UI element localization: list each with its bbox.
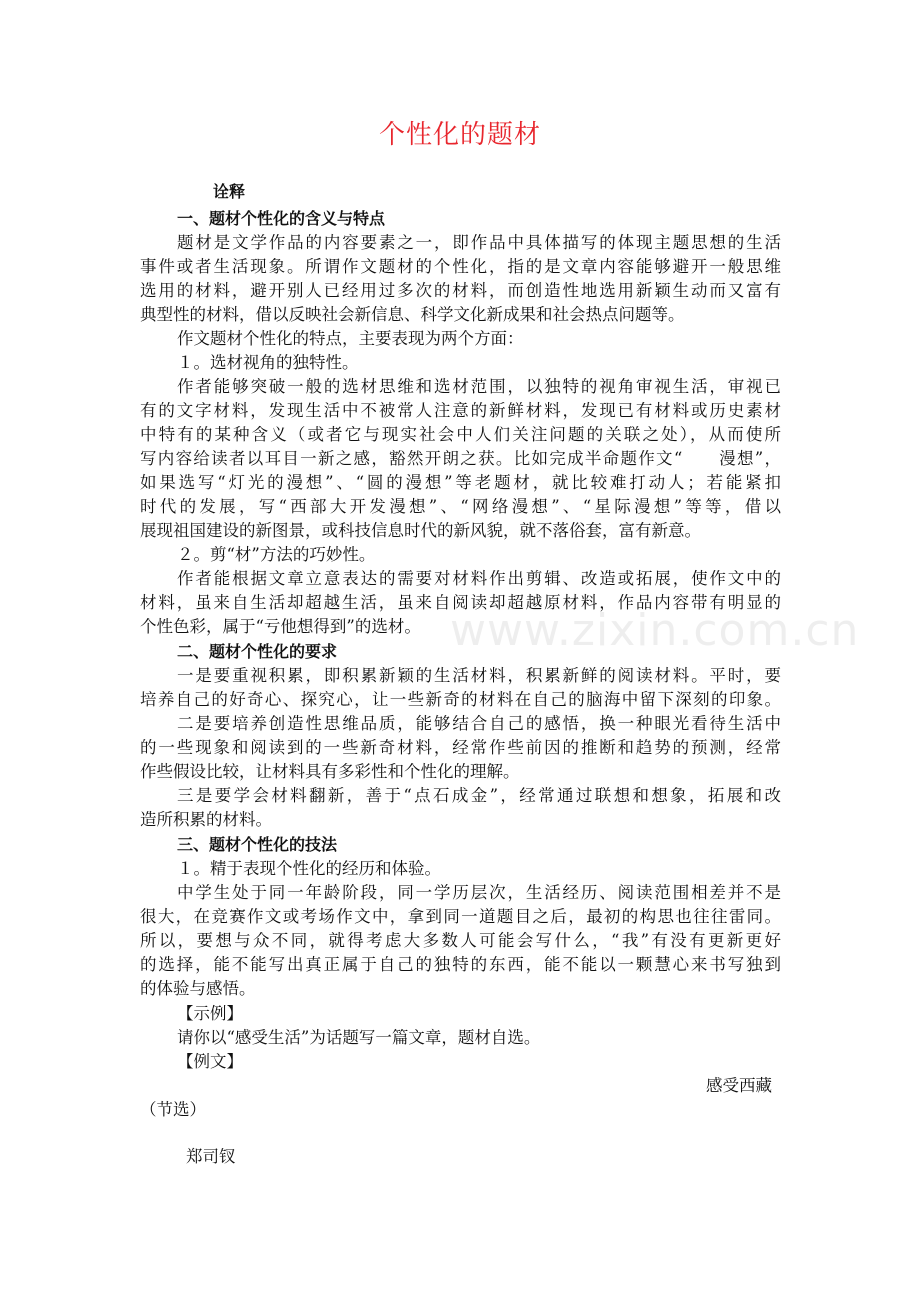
- text-line: 如果选写“灯光的漫想”、“圆的漫想”等老题材，就比较难打动人；若能紧扣: [140, 473, 781, 492]
- text-line: 中特有的某种含义（或者它与现实社会中人们关注问题的关联之处），从而使所: [140, 425, 781, 444]
- document-title: 个性化的题材: [378, 120, 541, 150]
- text-line: 作者能够突破一般的选材思维和选材范围，以独特的视角审视生活，审视已: [177, 377, 781, 396]
- watermark: www.zixin.com.cn: [450, 605, 860, 656]
- text-line: 作些假设比较，让材料具有多彩性和个性化的理解。: [140, 762, 520, 781]
- text-line: 造所积累的材料。: [140, 810, 272, 829]
- section-heading: 二、题材个性化的要求: [177, 642, 338, 661]
- section-heading: 诠释: [213, 182, 246, 201]
- text-line: 请你以“感受生活”为话题写一篇文章，题材自选。: [177, 1028, 541, 1047]
- text-line: （节选）: [140, 1100, 206, 1119]
- text-line: 一是要重视积累，即积累新颖的生活材料，积累新鲜的阅读材料。平时，要: [177, 666, 781, 685]
- text-line: 很大，在竞赛作文或考场作文中，拿到同一道题目之后，最初的构思也往往雷同。: [140, 907, 781, 926]
- text-line: 有的文字材料，发现生活中不被常人注意的新鲜材料，发现已有材料或历史素材: [140, 401, 781, 420]
- text-line: 的体验与感悟。: [140, 979, 256, 998]
- text-line: 作者能根据文章立意表达的需要对材料作出剪辑、改造或拓展，使作文中的: [177, 569, 781, 588]
- text-line: 的一些现象和阅读到的一些新奇材料，经常作些前因的推断和趋势的预测，经常: [140, 738, 781, 757]
- text-line: ２。剪“材”方法的巧妙性。: [177, 545, 376, 564]
- text-line: １。选材视角的独特性。: [177, 353, 359, 372]
- text-line: 材料，虽来自生活却超越生活，虽来自阅读却超越原材料，作品内容带有明显的: [140, 593, 781, 612]
- text-line: 个性色彩，属于“亏他想得到”的选材。: [140, 617, 421, 636]
- section-heading: 一、题材个性化的含义与特点: [177, 209, 386, 228]
- text-line: 题材是文学作品的内容要素之一，即作品中具体描写的体现主题思想的生活: [177, 233, 781, 252]
- text-line: 培养自己的好奇心、探究心，让一些新奇的材料在自己的脑海中留下深刻的印象。: [140, 690, 781, 709]
- text-line: 作文题材个性化的特点，主要表现为两个方面：: [177, 329, 524, 348]
- text-line: 展现祖国建设的新图景，或科技信息时代的新风貌，就不落俗套，富有新意。: [140, 521, 701, 540]
- text-line: 选用的材料，避开别人已经用过多次的材料，而创造性地选用新颖生动而又富有: [140, 281, 781, 300]
- text-line: 郑司钗: [186, 1147, 236, 1166]
- text-line: 的选择，能不能写出真正属于自己的独特的东西，能不能以一颗慧心来书写独到: [140, 955, 781, 974]
- text-line: 时代的发展，写“西部大开发漫想”、“网络漫想”、“星际漫想”等等，借以: [140, 497, 781, 516]
- text-line: 【例文】: [177, 1052, 243, 1071]
- text-line: １。精于表现个性化的经历和体验。: [177, 859, 441, 878]
- text-line: 所以，要想与众不同，就得考虑大多数人可能会写什么，“我”有没有更新更好: [140, 931, 781, 950]
- text-line: 事件或者生活现象。所谓作文题材的个性化，指的是文章内容能够避开一般思维: [140, 257, 781, 276]
- text-line: 写内容给读者以耳目一新之感，豁然开朗之获。比如完成半命题作文“ 漫想”，: [140, 449, 781, 468]
- text-line: 【示例】: [177, 1004, 243, 1023]
- text-line: 中学生处于同一年龄阶段，同一学历层次，生活经历、阅读范围相差并不是: [177, 883, 781, 902]
- section-heading: 三、题材个性化的技法: [177, 835, 338, 854]
- text-line: 典型性的材料，借以反映社会新信息、科学文化新成果和社会热点问题等。: [140, 305, 685, 324]
- text-line: 感受西藏: [706, 1076, 772, 1095]
- text-line: 二是要培养创造性思维品质，能够结合自己的感悟，换一种眼光看待生活中: [177, 714, 781, 733]
- text-line: 三是要学会材料翻新，善于“点石成金”，经常通过联想和想象，拓展和改: [177, 786, 781, 805]
